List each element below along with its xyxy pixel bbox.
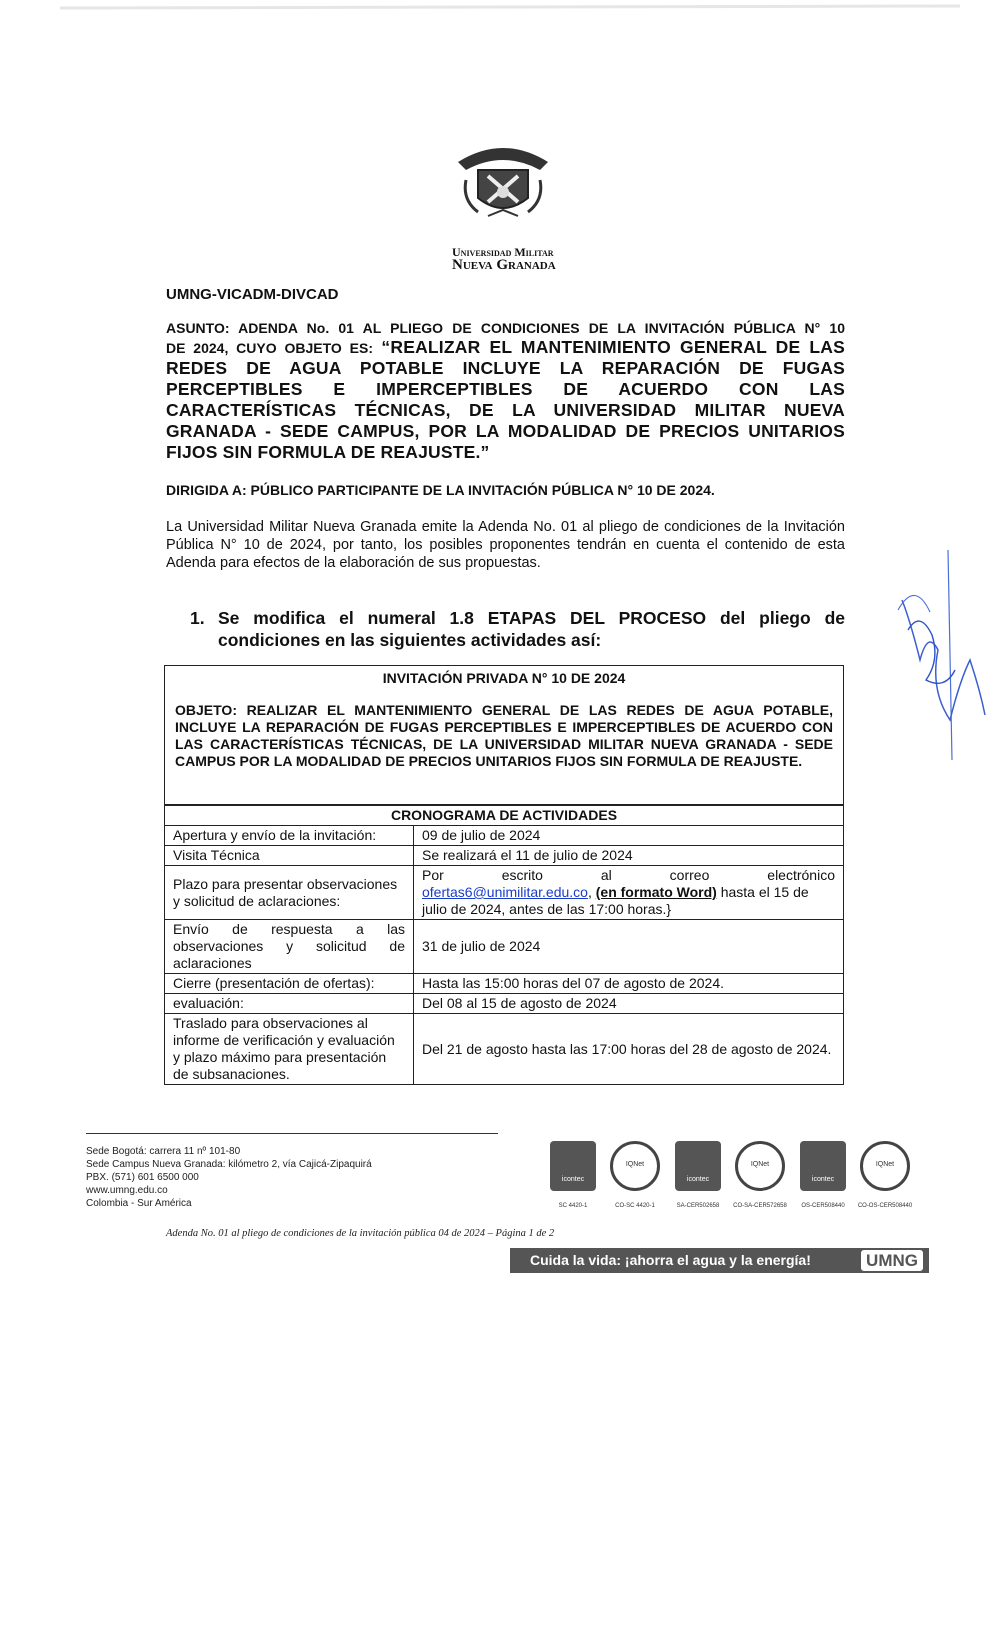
cert-code: CO-SA-CER572658 (733, 1203, 787, 1209)
addressed-to: DIRIGIDA A: PÚBLICO PARTICIPANTE DE LA INVITACIÓN PÚBLICA N° 10 DE 2024. (166, 482, 715, 498)
subject-block (166, 320, 845, 463)
activity-cell: Plazo para presentar observaciones y solicitud de aclaraciones: (165, 866, 414, 920)
schedule-table (164, 805, 844, 1085)
footer-address (86, 1145, 372, 1210)
date-prefix: Por escrito al correo electrónico (422, 867, 835, 883)
invitation-object: OBJETO: REALIZAR EL MANTENIMIENTO GENERAL DE LAS REDES DE AGUA POTABLE, INCLUYE LA REPARACIÓN DE FUGAS PERCEPTIBLES E IMPERCEPTIBLES DE ACUERDO CON LAS CARACTERÍSTICAS TÉCNICAS, DE LA UNIVERSIDAD MILITAR NUEVA GRANADA - SEDE CAMPUS POR LA MODALIDAD DE PRECIOS UNITARIOS FIJOS SIN FORMULA DE REAJUSTE. (175, 702, 833, 769)
university-crest-logo (448, 140, 558, 220)
table-row (165, 846, 844, 866)
subject-object-end: FIJOS SIN FORMULA DE REAJUSTE.” (166, 442, 490, 462)
date-suffix: hasta el 15 de julio de 2024, antes de las 17:00 horas.} (422, 884, 809, 917)
date-cell: Del 08 al 15 de agosto de 2024 (414, 994, 844, 1014)
table-row (165, 826, 844, 846)
document-reference: UMNG-VICADM-DIVCAD (166, 286, 339, 303)
iqnet-cert-icon: IQNet (610, 1141, 660, 1191)
cert-code: CO-OS-CER508440 (857, 1203, 913, 1209)
date-cell: Por escrito al correo electrónico ofertas6@unimilitar.edu.co, (en formato Word) hasta el 15 de julio de 2024, antes de las 17:00 horas.} (414, 866, 844, 920)
intro-paragraph: La Universidad Militar Nueva Granada emite la Adenda No. 01 al pliego de condiciones de la Invitación Pública N° 10 de 2024, por tanto, los posibles proponentes tendrán en cuenta el contenido de esta Adenda para efectos de la elaboración de sus propuestas. (166, 519, 845, 571)
numbered-point (190, 607, 845, 651)
invitation-title: INVITACIÓN PRIVADA N° 10 DE 2024 (382, 670, 626, 686)
format-note: (en formato Word) (595, 884, 717, 900)
activity-cell: Apertura y envío de la invitación: (165, 826, 414, 846)
activity-cell: evaluación: (165, 994, 414, 1014)
address-line: Colombia - Sur América (86, 1198, 192, 1209)
point-text: Se modifica el numeral 1.8 ETAPAS DEL PROCESO del pliego de condiciones en las siguientes actividades así: (218, 608, 845, 650)
date-cell: Se realizará el 11 de julio de 2024 (414, 846, 844, 866)
table-row (165, 1014, 844, 1085)
date-cell: 09 de julio de 2024 (414, 826, 844, 846)
iqnet-cert-icon: IQNet (860, 1141, 910, 1191)
icontec-cert-icon: icontec (675, 1141, 721, 1191)
icontec-cert-icon: icontec (550, 1141, 596, 1191)
date-cell: 31 de julio de 2024 (414, 920, 844, 974)
slogan-text: Cuida la vida: ¡ahorra el agua y la energía! (530, 1252, 811, 1268)
activity-cell: Traslado para observaciones al informe de verificación y evaluación y plazo máximo para presentación de subsanaciones. (165, 1014, 414, 1085)
iqnet-cert-icon: IQNet (735, 1141, 785, 1191)
table-row (165, 920, 844, 974)
email-link[interactable]: ofertas6@unimilitar.edu.co (422, 884, 588, 900)
address-line: Sede Campus Nueva Granada: kilómetro 2, vía Cajicá-Zipaquirá (86, 1159, 372, 1170)
university-name-line1: Universidad Militar (452, 245, 554, 259)
address-line: Sede Bogotá: carrera 11 nº 101-80 (86, 1146, 241, 1157)
cert-code: CO-SC 4420-1 (615, 1203, 655, 1209)
table-row (165, 974, 844, 994)
umng-brand-logo: UMNG (861, 1250, 923, 1271)
subject-line2: DE 2024, CUYO OBJETO ES: (166, 340, 373, 356)
table-row (165, 866, 844, 920)
activity-cell: Cierre (presentación de ofertas): (165, 974, 414, 994)
scan-edge (0, 0, 1000, 14)
subject-object: “REALIZAR EL MANTENIMIENTO GENERAL DE LAS REDES DE AGUA POTABLE INCLUYE LA REPARACIÓN DE FUGAS PERCEPTIBLES E IMPERCEPTIBLES DE ACUERDO CON LAS CARACTERÍSTICAS TÉCNICAS, DE LA UNIVERSIDAD MILITAR NUEVA GRANADA - SEDE CAMPUS, POR LA MODALIDAD DE PRECIOS UNITARIOS (166, 337, 846, 441)
date-cell: Del 21 de agosto hasta las 17:00 horas del 28 de agosto de 2024. (414, 1014, 844, 1085)
schedule-header-row (165, 806, 844, 826)
cert-code: SA-CER502658 (676, 1203, 720, 1209)
certification-logos (550, 1141, 920, 1209)
cert-code: OS-CER508440 (801, 1203, 845, 1209)
point-number: 1. (190, 608, 205, 628)
invitation-box (164, 665, 844, 805)
handwritten-signature (890, 540, 990, 800)
cert-code: SC 4420-1 (558, 1203, 588, 1209)
activity-cell: Visita Técnica (165, 846, 414, 866)
activity-cell: Envío de respuesta a las observaciones y solicitud de aclaraciones (165, 920, 414, 974)
address-line: PBX. (571) 601 6500 000 (86, 1172, 199, 1183)
schedule-title: CRONOGRAMA DE ACTIVIDADES (165, 806, 844, 826)
icontec-cert-icon: icontec (800, 1141, 846, 1191)
footer-divider (86, 1133, 498, 1134)
date-cell: Hasta las 15:00 horas del 07 de agosto de 2024. (414, 974, 844, 994)
university-name (452, 246, 556, 272)
slogan-banner (510, 1248, 929, 1273)
website-link[interactable]: www.umng.edu.co (86, 1185, 168, 1196)
subject-line1: ASUNTO: ADENDA No. 01 AL PLIEGO DE CONDICIONES DE LA INVITACIÓN PÚBLICA N° 10 (166, 320, 845, 336)
university-name-line2: Nueva Granada (452, 257, 556, 273)
table-row (165, 994, 844, 1014)
page-footer-note: Adenda No. 01 al pliego de condiciones de la invitación pública 04 de 2024 – Página 1 de 2 (166, 1228, 555, 1239)
